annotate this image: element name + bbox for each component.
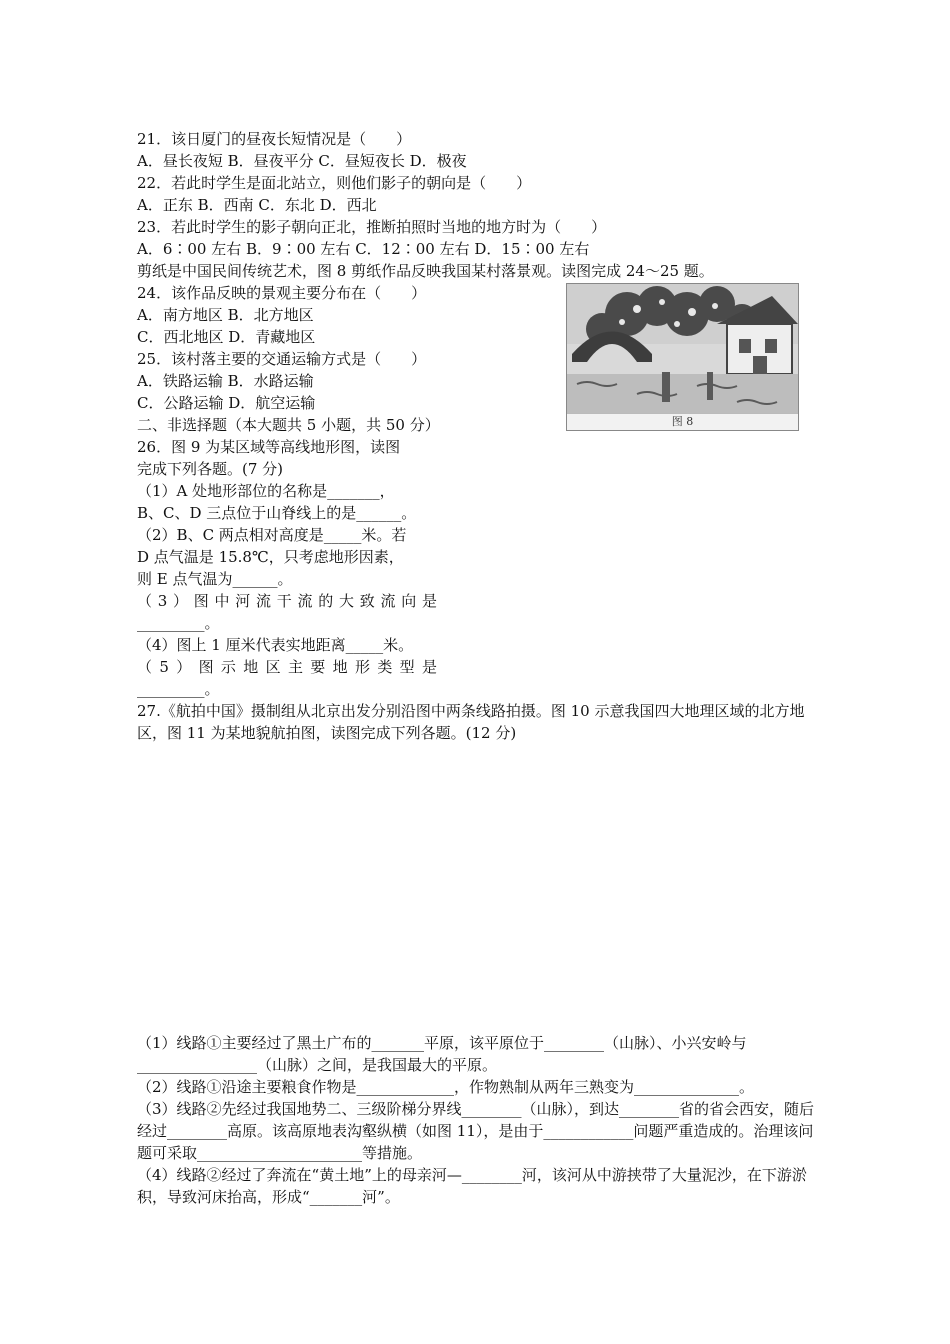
q26-stem-line2: 完成下列各题。(7 分) — [137, 460, 284, 478]
figure-8-caption: 图 8 — [567, 413, 798, 430]
q27-stem: 27.《航拍中国》摄制组从北京出发分别沿图中两条线路拍摄。图 10 示意我国四大地理区域的北方地区，图 11 为某地貌航拍图，读图完成下列各题。(12 分) — [137, 702, 805, 742]
q22-options: A．正东 B．西南 C．东北 D．西北 — [137, 196, 377, 214]
q26-1-line1: （1）A 处地形部位的名称是_______， — [137, 482, 395, 500]
intro-24-25: 剪纸是中国民间传统艺术，图 8 剪纸作品反映我国某村落景观。读图完成 24～25 题。 — [137, 262, 714, 280]
q25-stem: 25．该村落主要的交通运输方式是（ ） — [137, 350, 427, 368]
q25-options-cd: C．公路运输 D．航空运输 — [137, 394, 316, 412]
q27-1-line2: ________________（山脉）之间，是我国最大的平原。 — [137, 1056, 498, 1074]
figure-8 — [566, 283, 799, 431]
q26-2-line3: 则 E 点气温为______。 — [137, 570, 293, 588]
q21-options: A．昼长夜短 B．昼夜平分 C．昼短夜长 D．极夜 — [137, 152, 467, 170]
q23-options: A．6∶00 左右 B．9∶00 左右 C．12∶00 左右 D．15∶00 左右 — [137, 240, 590, 258]
q26-3-line2: _________。 — [137, 614, 220, 632]
q27-4: （4）线路②经过了奔流在“黄土地”上的母亲河—________河，该河从中游挟带了大量泥沙，在下游淤积，导致河床抬高，形成“_______河”。 — [137, 1166, 807, 1206]
q26-2-line2: D 点气温是 15.8℃，只考虑地形因素， — [137, 548, 404, 566]
q27-3: （3）线路②先经过我国地势二、三级阶梯分界线________（山脉），到达________省的省会西安，随后经过________高原。该高原地表沟壑纵横（如图 11），是由于____________问题严重造成的。治理该问题可采取______________________等措施。 — [137, 1100, 815, 1162]
q26-stem-line1: 26．图 9 为某区域等高线地形图，读图 — [137, 438, 401, 456]
q25-options-ab: A．铁路运输 B．水路运输 — [137, 372, 314, 390]
section-2-heading: 二、非选择题（本大题共 5 小题，共 50 分） — [137, 416, 440, 434]
q27-2: （2）线路①沿途主要粮食作物是_____________，作物熟制从两年三熟变为______________。 — [137, 1078, 755, 1096]
q26-2-line1: （2）B、C 两点相对高度是_____米。若 — [137, 526, 407, 544]
q26-5-line2: _________。 — [137, 680, 220, 698]
q27-1-line1: （1）线路①主要经过了黑土广布的_______平原，该平原位于________（山脉）、小兴安岭与 — [137, 1034, 747, 1052]
q26-1-line2: B、C、D 三点位于山脊线上的是______。 — [137, 504, 417, 522]
papercut-village-image — [567, 284, 798, 413]
q24-stem: 24．该作品反映的景观主要分布在（ ） — [137, 284, 427, 302]
q26-5-line1: （5）图示地区主要地形类型是 — [137, 658, 437, 676]
q24-options-cd: C．西北地区 D．青藏地区 — [137, 328, 316, 346]
q26-3-line1: （3）图中河流干流的大致流向是 — [137, 592, 437, 610]
q26-4: （4）图上 1 厘米代表实地距离_____米。 — [137, 636, 414, 654]
q24-options-ab: A．南方地区 B．北方地区 — [137, 306, 314, 324]
q23-stem: 23．若此时学生的影子朝向正北，推断拍照时当地的地方时为（ ） — [137, 218, 607, 236]
q21-stem: 21．该日厦门的昼夜长短情况是（ ） — [137, 130, 412, 148]
q22-stem: 22．若此时学生是面北站立，则他们影子的朝向是（ ） — [137, 174, 532, 192]
